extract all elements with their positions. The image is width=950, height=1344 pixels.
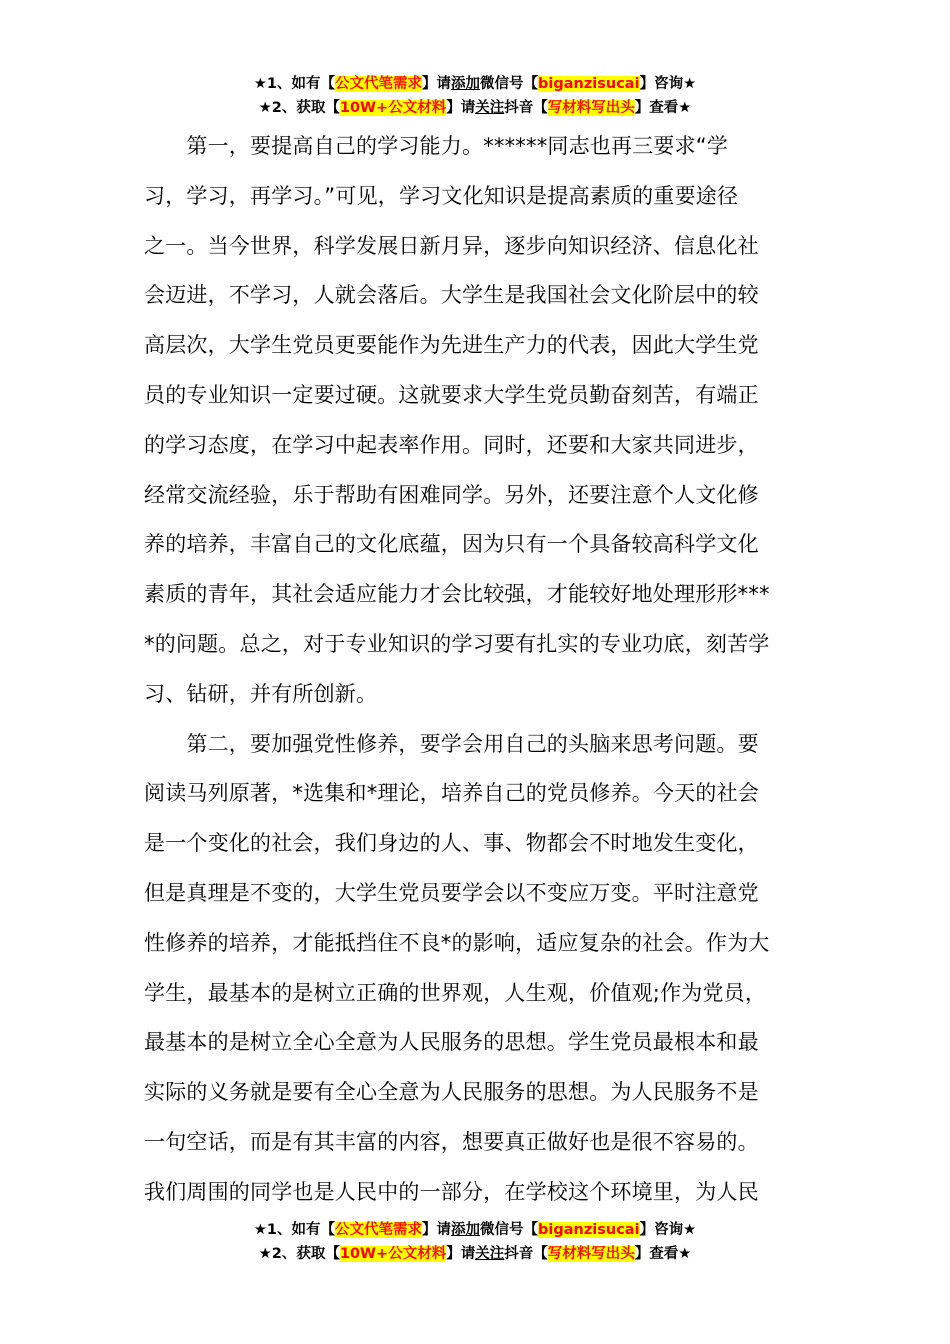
- text-line: 素质的青年，其社会适应能力才会比较强，才能较好地处理形形***: [144, 582, 770, 607]
- text-line: 但是真理是不变的，大学生党员要学会以不变应万变。平时注意党: [144, 880, 759, 905]
- banner-text: 微信号【: [480, 76, 539, 92]
- banner-line-1: [0, 1218, 950, 1242]
- banner-text: 】请: [446, 100, 476, 116]
- text-line: 是一个变化的社会，我们身边的人、事、物都会不时地发生变化，: [144, 831, 759, 856]
- banner-text: ★1、如有【: [253, 76, 336, 92]
- underlined-text: 添加: [451, 76, 481, 92]
- wechat-id-highlight: biganzisucai: [538, 76, 640, 92]
- banner-text: 】请: [422, 1222, 452, 1238]
- banner-text: ★2、获取【: [258, 1246, 340, 1262]
- text-line: 一句空话，而是有其丰富的内容，想要真正做好也是很不容易的。: [144, 1129, 759, 1154]
- document-body: [144, 122, 806, 1218]
- text-line: 性修养的培养，才能抵挡住不良*的影响，适应复杂的社会。作为大: [144, 930, 770, 955]
- text-line: 第二，要加强党性修养，要学会用自己的头脑来思考问题。要: [144, 731, 759, 756]
- underlined-text: 关注: [475, 1246, 505, 1262]
- banner-line-2: [0, 1242, 950, 1266]
- text-line: 实际的义务就是要有全心全意为人民服务的思想。为人民服务不是: [144, 1080, 759, 1105]
- text-line: 阅读马列原著，*选集和*理论，培养自己的党员修养。今天的社会: [144, 781, 759, 806]
- banner-text: 】请: [446, 1246, 476, 1262]
- banner-text: 】查看★: [634, 100, 692, 116]
- text-line: 之一。当今世界，科学发展日新月异，逐步向知识经济、信息化社: [144, 233, 759, 258]
- text-line: 高层次，大学生党员更要能作为先进生产力的代表，因此大学生党: [144, 333, 759, 358]
- douyin-account-highlight: 写材料写出头: [547, 100, 635, 116]
- banner-text: 】咨询★: [639, 76, 697, 92]
- banner-line-2: [0, 96, 950, 120]
- highlight-text: 10W+公文材料: [339, 100, 447, 116]
- text-line: 学生，最基本的是树立正确的世界观，人生观，价值观;作为党员，: [144, 980, 767, 1005]
- douyin-account-highlight: 写材料写出头: [547, 1246, 635, 1262]
- banner-text: 抖音【: [504, 1246, 548, 1262]
- text-line: 习，学习，再学习。”可见，学习文化知识是提高素质的重要途径: [144, 183, 739, 208]
- banner-text: 微信号【: [480, 1222, 539, 1238]
- text-line: 的学习态度，在学习中起表率作用。同时，还要和大家共同进步，: [144, 432, 759, 457]
- text-line: 员的专业知识一定要过硬。这就要求大学生党员勤奋刻苦，有端正: [144, 382, 759, 407]
- text-line: 习、钻研，并有所创新。: [144, 681, 378, 706]
- text-line: 养的培养，丰富自己的文化底蕴，因为只有一个具备较高科学文化: [144, 532, 759, 557]
- banner-text: 抖音【: [504, 100, 548, 116]
- banner-text: ★1、如有【: [253, 1222, 336, 1238]
- text-line: 经常交流经验，乐于帮助有困难同学。另外，还要注意个人文化修: [144, 482, 759, 507]
- banner-text: ★2、获取【: [258, 100, 340, 116]
- underlined-text: 关注: [475, 100, 505, 116]
- banner-line-1: [0, 72, 950, 96]
- highlight-text: 公文代笔需求: [335, 76, 423, 92]
- wechat-id-highlight: biganzisucai: [538, 1222, 640, 1238]
- highlight-text: 公文代笔需求: [335, 1222, 423, 1238]
- banner-text: 】请: [422, 76, 452, 92]
- text-line: *的问题。总之，对于专业知识的学习要有扎实的专业功底，刻苦学: [144, 631, 770, 656]
- highlight-text: 10W+公文材料: [339, 1246, 447, 1262]
- text-line: 我们周围的同学也是人民中的一部分，在学校这个环境里，为人民: [144, 1179, 759, 1204]
- text-line: 最基本的是树立全心全意为人民服务的思想。学生党员最根本和最: [144, 1030, 759, 1055]
- underlined-text: 添加: [451, 1222, 481, 1238]
- text-line: 第一，要提高自己的学习能力。******同志也再三要求“学: [144, 134, 729, 158]
- header-banner: [0, 72, 950, 120]
- banner-text: 】查看★: [634, 1246, 692, 1262]
- text-line: 会迈进，不学习，人就会落后。大学生是我国社会文化阶层中的较: [144, 283, 759, 308]
- footer-banner: [0, 1218, 950, 1266]
- banner-text: 】咨询★: [639, 1222, 697, 1238]
